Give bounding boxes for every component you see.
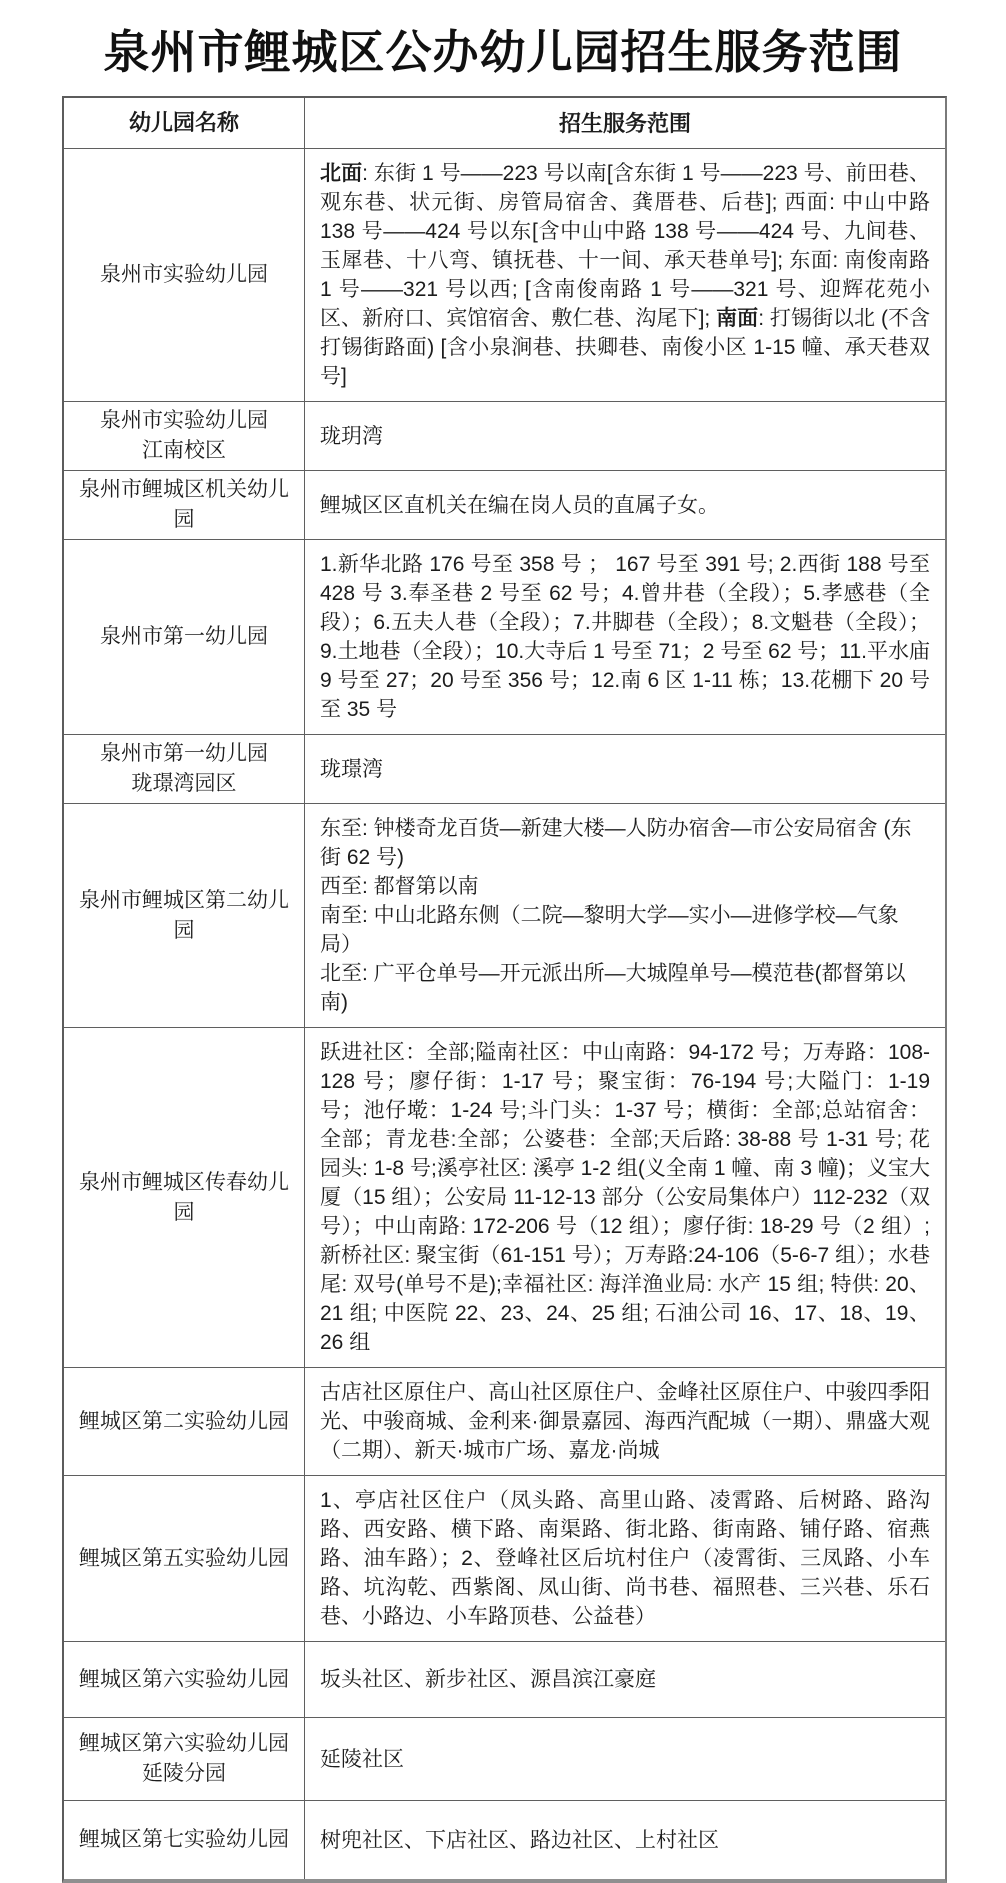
kindergarten-name-line1: 鲤城区第六实验幼儿园 — [79, 1732, 289, 1755]
document-page — [0, 16, 1006, 1883]
kindergarten-name: 鲤城区第二实验幼儿园 — [64, 1368, 305, 1475]
kindergarten-name: 鲤城区第五实验幼儿园 — [64, 1476, 305, 1641]
table-row-diliu-shiyan — [64, 1641, 945, 1717]
kindergarten-name: 泉州市鲤城区第二幼儿园 — [64, 804, 305, 1027]
table-row-diyi — [64, 539, 945, 734]
range-line-south: 南至: 中山北路东侧（二院—黎明大学—实小—进修学校—气象局） — [320, 904, 899, 956]
table-row-diliu-yanling — [64, 1717, 945, 1800]
range-text-1: : 东街 1 号——223 号以南[含东街 1 号——223 号、前田巷、观东巷、状元街、房管局宿舍、龚厝巷、后巷]; 西面: 中山中路 138 号——424 号以东[含中山中路 138 号——424 号、九间巷、玉犀巷、十八弯、镇抚巷、十一间、承天巷单号]; 东面: 南俊南路 1 号——321 号以西; [含南俊南路 1 号——321 号、迎辉花苑小区、新府口、宾馆宿舍、敷仁巷、沟尾下]; — [320, 162, 930, 330]
table-header-row — [64, 98, 945, 148]
service-range-text — [320, 159, 930, 391]
range-bold-north: 北面 — [320, 162, 363, 185]
table-row-shiyan-jiangnan — [64, 401, 945, 470]
kindergarten-name — [64, 735, 305, 803]
range-line-west: 西至: 都督第以南 — [320, 875, 479, 898]
kindergarten-name-line2: 延陵分园 — [142, 1762, 226, 1785]
table-row-shiyan — [64, 148, 945, 401]
kindergarten-name-line2: 珑璟湾园区 — [131, 772, 237, 795]
header-service-range: 招生服务范围 — [558, 110, 691, 136]
kindergarten-name-line2: 江南校区 — [142, 439, 226, 462]
kindergarten-name: 鲤城区第七实验幼儿园 — [64, 1801, 305, 1879]
table-row-jiguan — [64, 470, 945, 539]
header-kindergarten-name: 幼儿园名称 — [64, 98, 305, 148]
service-range: 珑玥湾 — [320, 424, 383, 448]
kindergarten-name: 泉州市鲤城区机关幼儿园 — [64, 471, 305, 539]
kindergarten-name-line1: 泉州市第一幼儿园 — [100, 742, 268, 765]
kindergarten-name: 泉州市实验幼儿园 — [64, 149, 305, 401]
service-range: 延陵社区 — [320, 1747, 404, 1771]
range-line-north: 北至: 广平仓单号—开元派出所—大城隍单号—模范巷(都督第以南) — [320, 962, 906, 1014]
service-range: 树兜社区、下店社区、路边社区、上村社区 — [320, 1828, 719, 1852]
table-row-diyi-longjingwan — [64, 734, 945, 803]
table-row-diqi-shiyan — [64, 1800, 945, 1879]
service-range — [305, 804, 945, 1027]
table-row-chuanchun — [64, 1027, 945, 1367]
kindergarten-name: 鲤城区第六实验幼儿园 — [64, 1642, 305, 1717]
service-range: 跃进社区：全部;隘南社区：中山南路：94-172 号；万寿路：108-128 号；廖仔街：1-17 号；聚宝街：76-194 号;大隘门：1-19 号；池仔墘：1-24 号;斗门头：1-37 号；横街：全部;总站宿舍：全部；青龙巷:全部；公婆巷：全部;天后路: 38-88 号 1-31 号; 花园头: 1-8 号;溪亭社区: 溪亭 1-2 组(义全南 1 幢、南 3 幢)；义宝大厦（15 组）；公安局 11-12-13 部分（公安局集体户）112-232（双号）；中山南路: 172-206 号（12 组）；廖仔街: 18-29 号（2 组）;新桥社区: 聚宝街（61-151 号）；万寿路:24-106（5-6-7 组）；水巷尾: 双号(单号不是);幸福社区: 海洋渔业局: 水产 15 组; 特供: 20、21 组; 中医院 22、23、24、25 组; 石油公司 16、17、18、19、26 组 — [320, 1041, 930, 1354]
service-range: 1.新华北路 176 号至 358 号 ； 167 号至 391 号; 2.西街 188 号至 428 号 3.奉圣巷 2 号至 62 号；4.曾井巷（全段）；5.孝感巷（全段）；6.五夫人巷（全段）；7.井脚巷（全段）；8.文魁巷（全段）；9.土地巷（全段）；10.大寺后 1 号至 71；2 号至 62 号；11.平水庙 9 号至 27；20 号至 356 号；12.南 6 区 1-11 栋；13.花棚下 20 号至 35 号 — [320, 553, 930, 721]
kindergarten-name-line1: 泉州市实验幼儿园 — [100, 409, 268, 432]
range-text-2: : 打锡街以北 (不含打锡街路面) [含小泉涧巷、扶卿巷、南俊小区 1-15 幢、承天巷双号] — [320, 307, 931, 388]
service-range: 古店社区原住户、高山社区原住户、金峰社区原住户、中骏四季阳光、中骏商城、金利来·御景嘉园、海西汽配城（一期）、鼎盛大观（二期）、新天·城市广场、嘉龙·尚城 — [320, 1381, 930, 1462]
kindergarten-service-table — [62, 96, 947, 1883]
service-range — [305, 149, 945, 401]
service-range: 坂头社区、新步社区、源昌滨江豪庭 — [320, 1668, 656, 1691]
table-row-diwu-shiyan — [64, 1475, 945, 1641]
range-line-east: 东至: 钟楼奇龙百货—新建大楼—人防办宿舍—市公安局宿舍 (东街 62 号) — [320, 817, 912, 869]
kindergarten-name: 泉州市第一幼儿园 — [64, 540, 305, 734]
kindergarten-name — [64, 1718, 305, 1800]
service-range: 鲤城区区直机关在编在岗人员的直属子女。 — [320, 493, 719, 517]
range-bold-south: 南面 — [716, 307, 759, 330]
kindergarten-name: 泉州市鲤城区传春幼儿园 — [64, 1028, 305, 1367]
table-row-dier — [64, 803, 945, 1027]
kindergarten-name — [64, 402, 305, 470]
page-title: 泉州市鲤城区公办幼儿园招生服务范围 — [103, 26, 903, 78]
service-range: 珑璟湾 — [320, 757, 383, 781]
service-range: 1、亭店社区住户（凤头路、高里山路、凌霄路、后树路、路沟路、西安路、横下路、南渠路、街北路、街南路、铺仔路、宿燕路、油车路）；2、登峰社区后坑村住户（凌霄街、三凤路、小车路、坑沟乾、西紫阁、凤山街、尚书巷、福照巷、三兴巷、乐石巷、小路边、小车路顶巷、公益巷） — [320, 1489, 930, 1628]
table-row-dier-shiyan — [64, 1367, 945, 1475]
